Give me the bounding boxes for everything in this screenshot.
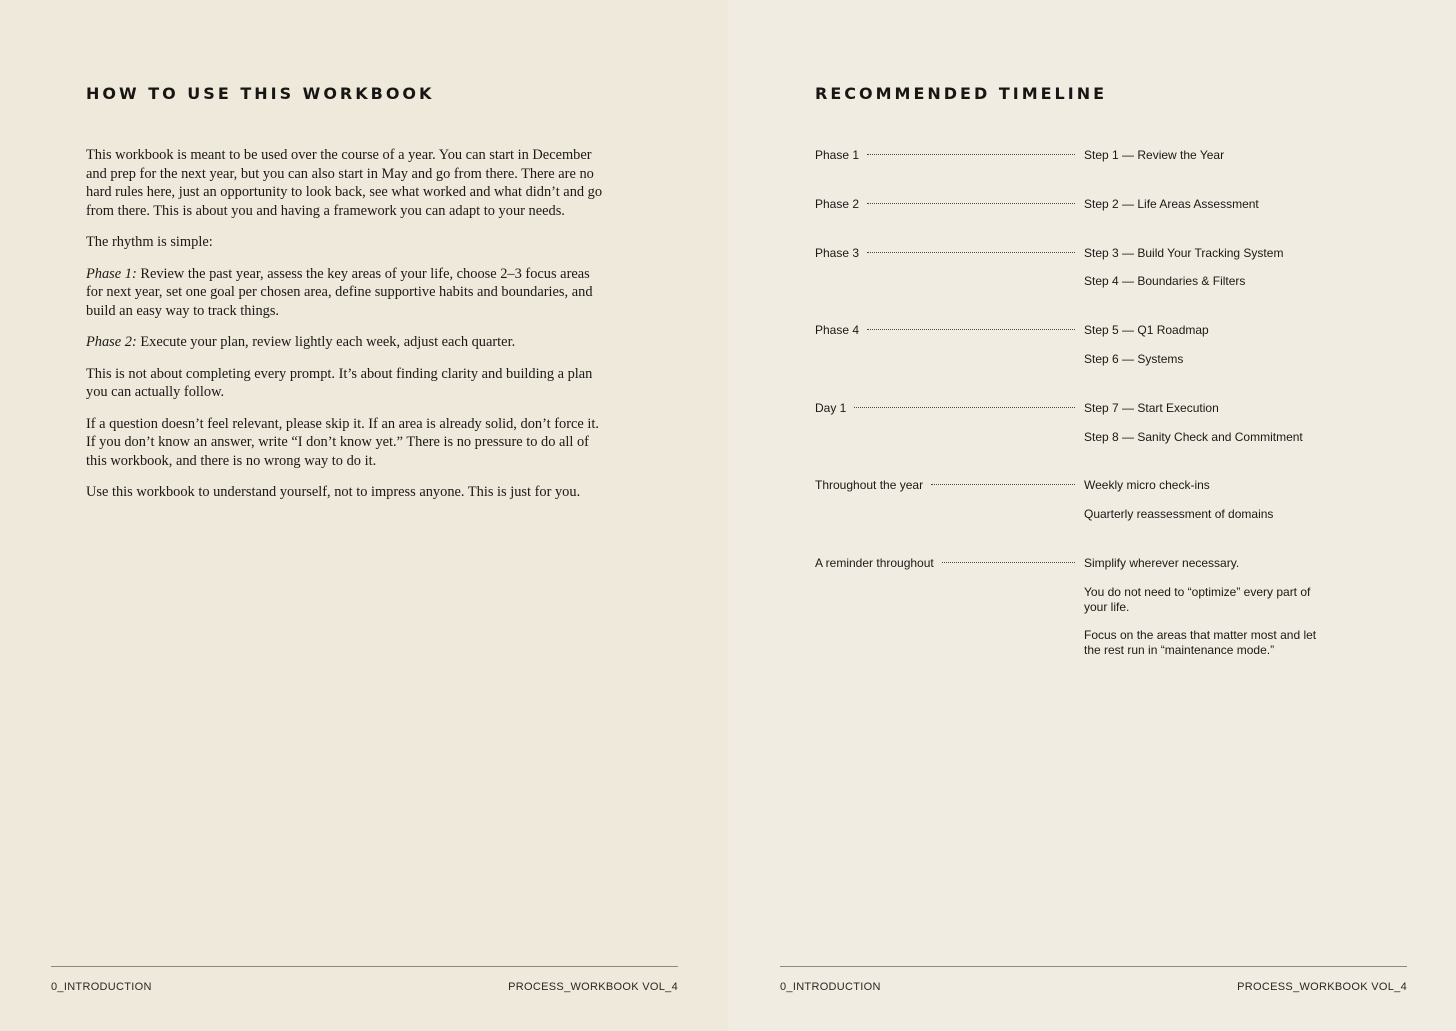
right-page — [728, 0, 1456, 1031]
timeline-item: Step 8 — Sanity Check and Commitment — [1084, 429, 1303, 444]
timeline-items — [1084, 556, 1324, 658]
timeline-row-phase-4 — [815, 323, 1335, 367]
timeline-label — [815, 246, 1084, 261]
dotted-leader — [942, 562, 1075, 563]
timeline-item: Step 2 — Life Areas Assessment — [1084, 196, 1259, 211]
timeline-items — [1084, 478, 1324, 522]
timeline-label — [815, 197, 1084, 212]
timeline-label-text: Day 1 — [815, 400, 847, 415]
paragraph-phase-1 — [86, 265, 606, 321]
timeline-label-text: Phase 1 — [815, 148, 860, 162]
timeline-items — [1084, 148, 1324, 163]
timeline-row-phase-3 — [815, 246, 1335, 290]
dotted-leader — [867, 203, 1075, 204]
timeline-item: Step 6 — Systems — [1084, 351, 1184, 366]
footer-section: 0_INTRODUCTION — [51, 981, 152, 993]
timeline-item: Simplify wherever necessary. — [1084, 555, 1240, 570]
footer-volume: PROCESS_WORKBOOK VOL_4 — [508, 981, 678, 993]
timeline-label-text: Phase 4 — [815, 323, 860, 338]
page-heading: RECOMMENDED TIMELINE — [815, 84, 1108, 103]
phase-description: Review the past year, assess the key areas of your life, choose 2–3 focus areas for next year, set one goal per chosen area, define supportive habits and boundaries, and build an easy way to track things. — [86, 265, 593, 319]
timeline-item: Quarterly reassessment of domains — [1084, 507, 1274, 522]
paragraph-phase-2 — [86, 333, 606, 352]
timeline-label-text: Phase 3 — [815, 245, 860, 260]
intro-text — [86, 146, 606, 515]
paragraph: Use this workbook to understand yourself, not to impress anyone. This is just for you. — [86, 484, 581, 500]
footer-section: 0_INTRODUCTION — [780, 981, 881, 993]
timeline-items — [1084, 246, 1324, 290]
timeline-label — [815, 148, 1084, 163]
paragraph: The rhythm is simple: — [86, 234, 213, 250]
timeline-row-reminder — [815, 556, 1335, 658]
timeline-item: Step 4 — Boundaries & Filters — [1084, 274, 1246, 289]
dotted-leader — [867, 154, 1075, 155]
phase-label: Phase 1: — [86, 265, 137, 282]
timeline-item: Step 1 — Review the Year — [1084, 148, 1225, 162]
page-heading: HOW TO USE THIS WORKBOOK — [86, 84, 435, 103]
timeline-label — [815, 323, 1084, 338]
timeline-label — [815, 478, 1084, 493]
dotted-leader — [867, 252, 1075, 253]
paragraph: If a question doesn’t feel relevant, please skip it. If an area is already solid, don’t force it. If you don’t know an answer, write “I don’t know yet.” There is no pressure to do all of this workbook, and there is no wrong way to do it. — [86, 415, 599, 469]
dotted-leader — [931, 484, 1075, 485]
timeline-row-phase-1 — [815, 148, 1335, 163]
timeline-item: Focus on the areas that matter most and let the rest run in “maintenance mode.” — [1084, 628, 1317, 658]
paragraph: This workbook is meant to be used over the course of a year. You can start in December and prep for the next year, but you can also start in May and go from there. There are no hard rules here, just an opportunity to look back, see what worked and what didn’t and go from there. This is about you and having a framework you can adapt to your needs. — [86, 147, 603, 219]
footer-volume: PROCESS_WORKBOOK VOL_4 — [1237, 981, 1407, 993]
phase-description: Execute your plan, review lightly each week, adjust each quarter. — [136, 334, 516, 350]
timeline-item: Weekly micro check-ins — [1084, 478, 1210, 493]
dotted-leader — [854, 407, 1075, 408]
timeline-item: Step 7 — Start Execution — [1084, 400, 1219, 415]
timeline-label-text: Throughout the year — [815, 478, 924, 493]
timeline-item: Step 3 — Build Your Tracking System — [1084, 245, 1284, 260]
footer-divider — [51, 966, 678, 967]
timeline-row-phase-2 — [815, 197, 1335, 212]
paragraph: This is not about completing every prompt. It’s about finding clarity and building a plan you can actually follow. — [86, 365, 593, 400]
timeline-row-throughout-year — [815, 478, 1335, 522]
timeline-items — [1084, 323, 1324, 367]
timeline-label — [815, 556, 1084, 571]
dotted-leader — [867, 329, 1075, 330]
phase-label: Phase 2: — [86, 334, 137, 350]
timeline-label-text: A reminder throughout — [815, 555, 934, 570]
timeline — [815, 148, 1335, 692]
timeline-label-text: Phase 2 — [815, 196, 860, 211]
timeline-label — [815, 401, 1084, 416]
footer-divider — [780, 966, 1407, 967]
timeline-item: You do not need to “optimize” every part of your life. — [1084, 584, 1311, 614]
timeline-row-day-1 — [815, 401, 1335, 445]
timeline-items — [1084, 401, 1324, 445]
timeline-item: Step 5 — Q1 Roadmap — [1084, 323, 1209, 338]
timeline-items — [1084, 197, 1324, 212]
